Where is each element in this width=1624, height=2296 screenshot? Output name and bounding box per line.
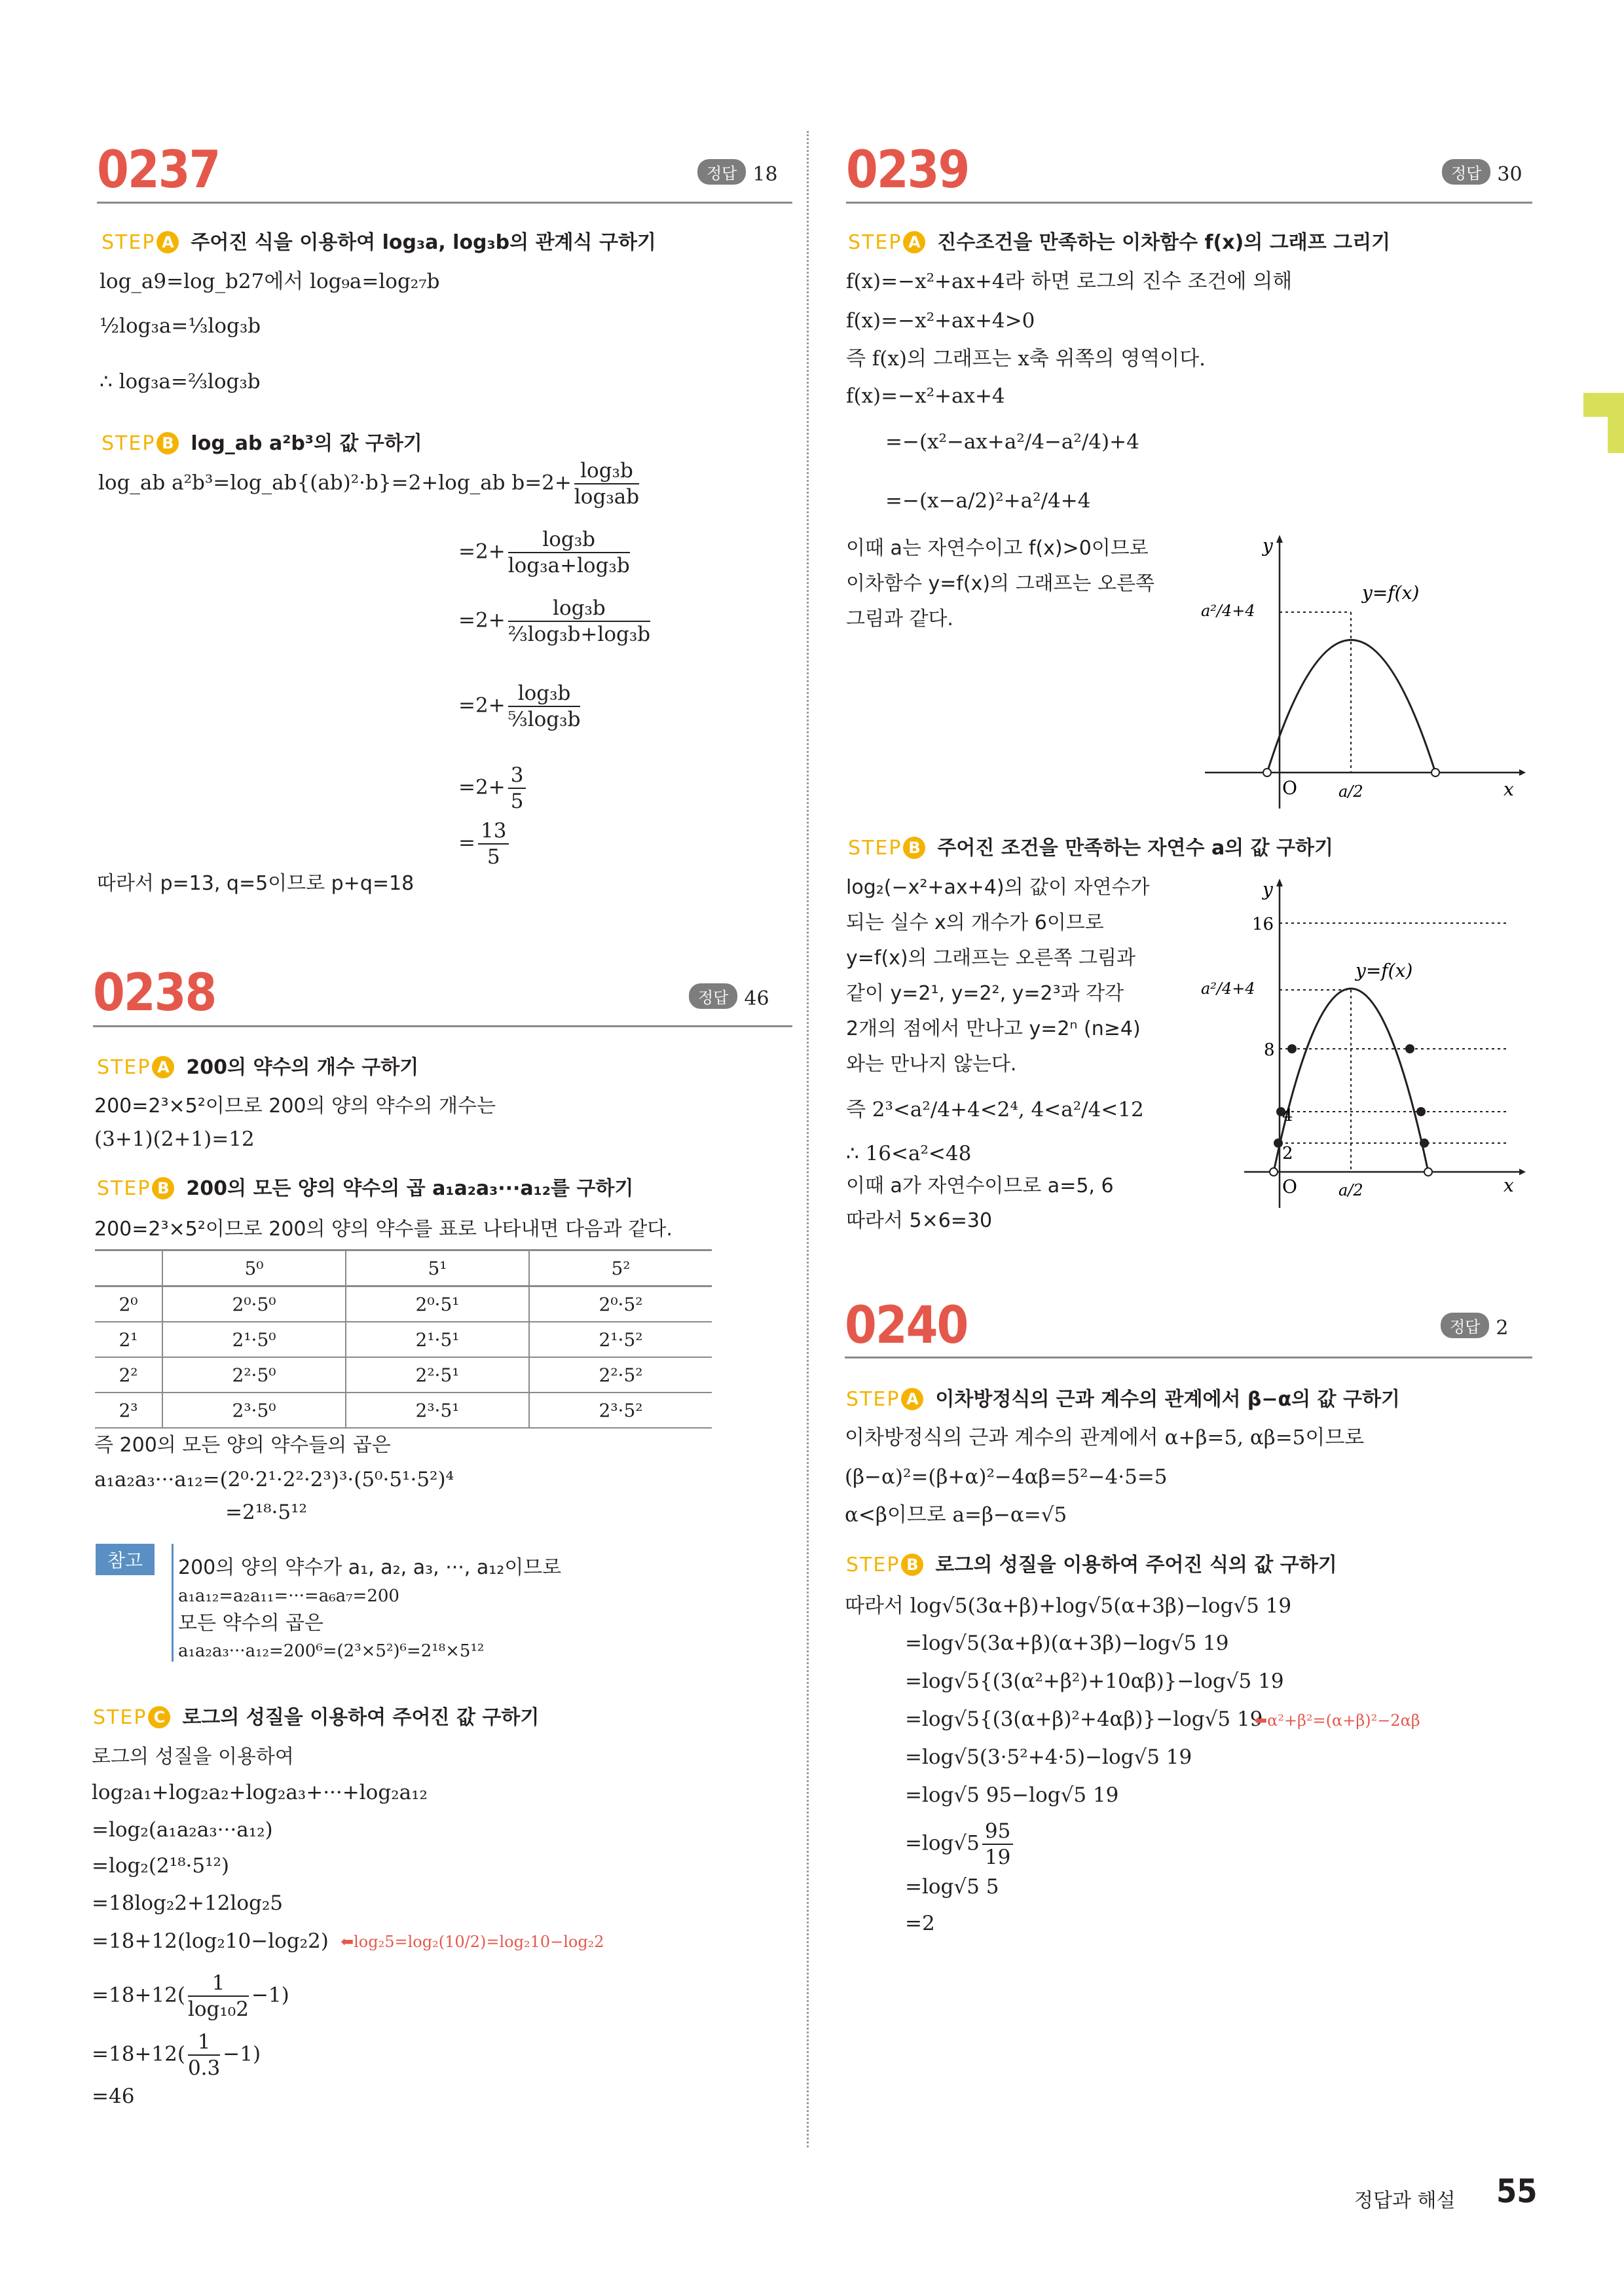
table-cell: 2³·5¹ bbox=[346, 1393, 529, 1428]
table-cell: 2⁰·5² bbox=[529, 1286, 712, 1322]
table-cell: 2²·5⁰ bbox=[162, 1357, 346, 1393]
side-note: ⬅log₂5=log₂(10/2)=log₂10−log₂2 bbox=[341, 1933, 604, 1951]
solution-line: 즉 f(x)의 그래프는 x축 위쪽의 영역이다. bbox=[846, 347, 1206, 371]
table-header-cell: 5⁰ bbox=[162, 1250, 346, 1286]
top-value-label: a²/4+4 bbox=[1201, 602, 1255, 620]
vertex-x-label: a/2 bbox=[1338, 1181, 1363, 1199]
top-value-label: a²/4+4 bbox=[1201, 979, 1255, 998]
table-cell: 2⁰·5⁰ bbox=[162, 1286, 346, 1322]
solution-line: =−(x²−ax+a²/4−a²/4)+4 bbox=[885, 430, 1139, 454]
solution-line: log₂(−x²+ax+4)의 값이 자연수가 bbox=[846, 876, 1150, 899]
solution-line: 2개의 점에서 만나고 y=2ⁿ (n≥4) bbox=[846, 1017, 1141, 1040]
reference-note-line: a₁a₁₂=a₂a₁₁=···=a₆a₇=200 bbox=[178, 1586, 399, 1606]
step-b-heading: STEP B log_ab a²b³의 값 구하기 bbox=[101, 432, 422, 455]
header-rule bbox=[97, 202, 792, 204]
step-a-heading: STEP A 주어진 식을 이용하여 log₃a, log₃b의 관계식 구하기 bbox=[101, 231, 656, 254]
step-a-heading: STEP A 진수조건을 만족하는 이차함수 f(x)의 그래프 그리기 bbox=[848, 231, 1391, 254]
conclusion-line: 따라서 p=13, q=5이므로 p+q=18 bbox=[97, 872, 415, 895]
table-cell: 2¹·5¹ bbox=[346, 1322, 529, 1357]
solution-line: ∴ 16<a²<48 bbox=[846, 1142, 972, 1165]
solution-line: y=f(x)의 그래프는 오른쪽 그림과 bbox=[846, 947, 1136, 970]
solution-line: 따라서 5×6=30 bbox=[846, 1209, 993, 1232]
y-tick-label: 16 bbox=[1252, 915, 1274, 934]
solution-line: f(x)=−x²+ax+4 bbox=[846, 384, 1005, 408]
solution-line: 따라서 log√5(3α+β)+log√5(α+3β)−log√5 19 bbox=[845, 1594, 1292, 1618]
x-axis-label: x bbox=[1504, 778, 1514, 800]
row-header-cell: 2¹ bbox=[95, 1322, 162, 1357]
divisor-table bbox=[95, 1249, 712, 1429]
problem-number: 0239 bbox=[846, 141, 969, 200]
reference-note-line: 모든 약수의 곱은 bbox=[178, 1612, 323, 1635]
solution-line: =2+ $\frac{\text{log₃b}}{\text{log₃a+log₃b}}$ bbox=[458, 528, 630, 577]
y-axis-label: y bbox=[1263, 535, 1273, 556]
side-tab-marker bbox=[1583, 393, 1624, 453]
table-header-row bbox=[95, 1250, 712, 1286]
solution-line: =2 bbox=[905, 1912, 935, 1935]
solution-line: 로그의 성질을 이용하여 bbox=[92, 1745, 294, 1768]
table-row bbox=[95, 1286, 712, 1322]
solution-line: 이때 a는 자연수이고 f(x)>0이므로 bbox=[846, 537, 1149, 560]
row-header-cell: 2⁰ bbox=[95, 1286, 162, 1322]
y-tick-label: 8 bbox=[1264, 1040, 1275, 1060]
row-header-cell: 2² bbox=[95, 1357, 162, 1393]
parabola-graph-1 bbox=[1198, 534, 1526, 822]
reference-note-line: 200의 양의 약수가 a₁, a₂, a₃, ···, a₁₂이므로 bbox=[178, 1556, 562, 1579]
solution-line: =18+12( $\frac{1}{0.3}$ −1) bbox=[92, 2030, 261, 2080]
origin-label: O bbox=[1282, 1176, 1297, 1197]
answer-label: 정답 bbox=[697, 159, 746, 185]
table-row bbox=[95, 1357, 712, 1393]
solution-line: log₂a₁+log₂a₂+log₂a₃+···+log₂a₁₂ bbox=[92, 1781, 428, 1804]
solution-line: =2¹⁸·5¹² bbox=[225, 1501, 307, 1524]
answer-value: 46 bbox=[744, 987, 769, 1010]
solution-line: 같이 y=2¹, y=2², y=2³과 각각 bbox=[846, 982, 1124, 1005]
solution-line: =log√5 95−log√5 19 bbox=[905, 1783, 1119, 1807]
table-cell: 2³·5⁰ bbox=[162, 1393, 346, 1428]
solution-line: ½log₃a=⅓log₃b bbox=[100, 314, 261, 338]
header-rule bbox=[846, 202, 1532, 204]
vertex-x-label: a/2 bbox=[1338, 782, 1363, 801]
solution-line: 즉 2³<a²/4+4<2⁴, 4<a²/4<12 bbox=[846, 1098, 1144, 1121]
solution-line: =18log₂2+12log₂5 bbox=[92, 1891, 283, 1915]
page-number: 55 bbox=[1496, 2172, 1538, 2210]
y-tick-label: 2 bbox=[1282, 1144, 1293, 1163]
solution-line: =log₂(2¹⁸·5¹²) bbox=[92, 1854, 230, 1878]
solution-line: =2+ $\frac{\text{log₃b}}{\text{⁵⁄₃log₃b}}$ bbox=[458, 682, 581, 731]
reference-note-label: 참고 bbox=[96, 1544, 155, 1575]
table-header-cell: 5¹ bbox=[346, 1250, 529, 1286]
answer-box bbox=[1442, 159, 1522, 186]
solution-line: (3+1)(2+1)=12 bbox=[94, 1127, 255, 1151]
parabola-graph-2 bbox=[1198, 877, 1526, 1231]
table-cell: 2⁰·5¹ bbox=[346, 1286, 529, 1322]
solution-line: f(x)=−x²+ax+4>0 bbox=[846, 309, 1035, 333]
header-rule bbox=[93, 1025, 792, 1027]
solution-line: a₁a₂a₃···a₁₂=(2⁰·2¹·2²·2³)³·(5⁰·5¹·5²)⁴ bbox=[94, 1468, 454, 1491]
step-b-heading: STEP B 주어진 조건을 만족하는 자연수 a의 값 구하기 bbox=[848, 837, 1333, 860]
solution-line: =18+12(log₂10−log₂2) bbox=[92, 1929, 329, 1953]
solution-line: =2+ $\frac{3}{5}$ bbox=[458, 763, 528, 814]
solution-line: =log√5{(3(α+β)²+4αβ)}−log√5 19 bbox=[905, 1707, 1263, 1731]
step-b-heading: STEP B 200의 모든 양의 약수의 곱 a₁a₂a₃···a₁₂를 구하기 bbox=[97, 1177, 634, 1200]
side-note: ⬅α²+β²=(α+β)²−2αβ bbox=[1254, 1711, 1420, 1730]
solution-line: log_a9=log_b27에서 log₉a=log₂₇b bbox=[100, 270, 440, 293]
answer-value: 18 bbox=[752, 163, 778, 186]
table-row bbox=[95, 1393, 712, 1428]
header-rule bbox=[845, 1357, 1532, 1358]
solution-line: = $\frac{13}{5}$ bbox=[458, 818, 511, 869]
solution-line: =log₂(a₁a₂a₃···a₁₂) bbox=[92, 1818, 273, 1842]
table-cell: 2²·5¹ bbox=[346, 1357, 529, 1393]
solution-line: =46 bbox=[92, 2085, 135, 2108]
step-b-heading: STEP B 로그의 성질을 이용하여 주어진 식의 값 구하기 bbox=[846, 1554, 1337, 1576]
solution-line: 되는 실수 x의 개수가 6이므로 bbox=[846, 911, 1104, 934]
step-a-heading: STEP A 200의 약수의 개수 구하기 bbox=[97, 1056, 419, 1079]
answer-box bbox=[689, 983, 769, 1010]
problem-number: 0238 bbox=[93, 964, 216, 1023]
step-a-heading: STEP A 이차방정식의 근과 계수의 관계에서 β−α의 값 구하기 bbox=[846, 1388, 1400, 1411]
solution-line: 와는 만나지 않는다. bbox=[846, 1053, 1017, 1076]
solution-line: 200=2³×5²이므로 200의 양의 약수의 개수는 bbox=[94, 1095, 496, 1118]
x-axis-label: x bbox=[1504, 1175, 1514, 1196]
curve-label: y=f(x) bbox=[1362, 582, 1420, 604]
solution-line: =log√5{(3(α²+β²)+10αβ)}−log√5 19 bbox=[905, 1669, 1284, 1693]
solution-line: =log√5 $\frac{95}{19}$ bbox=[905, 1819, 1016, 1870]
table-cell: 2¹·5⁰ bbox=[162, 1322, 346, 1357]
solution-line: 200=2³×5²이므로 200의 양의 약수를 표로 나타내면 다음과 같다. bbox=[94, 1218, 673, 1241]
answer-label: 정답 bbox=[1442, 159, 1490, 185]
table-header-cell: 5² bbox=[529, 1250, 712, 1286]
left-column bbox=[85, 0, 792, 2296]
right-column bbox=[845, 0, 1532, 2296]
solution-line: =2+ $\frac{\text{log₃b}}{\text{⅔log₃b+log₃b}}$ bbox=[458, 596, 651, 646]
step-c-heading: STEP C 로그의 성질을 이용하여 주어진 값 구하기 bbox=[93, 1706, 540, 1729]
answer-box bbox=[697, 159, 778, 186]
y-tick-label: 4 bbox=[1282, 1106, 1293, 1125]
answer-label: 정답 bbox=[689, 983, 737, 1009]
column-divider bbox=[807, 131, 809, 2147]
table-row bbox=[95, 1322, 712, 1357]
reference-note-line: a₁a₂a₃···a₁₂=200⁶=(2³×5²)⁶=2¹⁸×5¹² bbox=[178, 1641, 485, 1661]
solution-line: α<β이므로 a=β−α=√5 bbox=[845, 1503, 1067, 1527]
answer-label: 정답 bbox=[1441, 1313, 1489, 1338]
solution-line: (β−α)²=(β+α)²−4αβ=5²−4·5=5 bbox=[845, 1465, 1168, 1489]
y-axis-label: y bbox=[1263, 879, 1273, 900]
solution-line: 즉 200의 모든 양의 약수들의 곱은 bbox=[94, 1434, 391, 1457]
reference-note-bar bbox=[172, 1544, 174, 1662]
footer-section-label: 정답과 해설 bbox=[1354, 2189, 1456, 2212]
problem-number: 0240 bbox=[845, 1296, 968, 1355]
answer-value: 30 bbox=[1497, 163, 1522, 186]
row-header-cell: 2³ bbox=[95, 1393, 162, 1428]
table-cell: 2¹·5² bbox=[529, 1322, 712, 1357]
solution-line: =log√5(3·5²+4·5)−log√5 19 bbox=[905, 1745, 1192, 1769]
solution-line: =log√5(3α+β)(α+3β)−log√5 19 bbox=[905, 1631, 1229, 1655]
solution-line: f(x)=−x²+ax+4라 하면 로그의 진수 조건에 의해 bbox=[846, 270, 1293, 293]
origin-label: O bbox=[1282, 777, 1297, 799]
solution-line: =log√5 5 bbox=[905, 1875, 999, 1899]
solution-line: =−(x−a/2)²+a²/4+4 bbox=[885, 489, 1091, 513]
answer-value: 2 bbox=[1496, 1317, 1509, 1339]
solution-line: 이차함수 y=f(x)의 그래프는 오른쪽 bbox=[846, 572, 1154, 595]
solution-line: log_ab a²b³=log_ab{(ab)²·b}=2+log_ab b=2+ $\frac{\text{log₃b}}{\text{log₃ab}}$ bbox=[98, 459, 640, 509]
answer-box bbox=[1441, 1313, 1508, 1339]
solution-line: ∴ log₃a=⅔log₃b bbox=[100, 370, 261, 393]
curve-label: y=f(x) bbox=[1356, 960, 1413, 981]
solution-line: 이때 a가 자연수이므로 a=5, 6 bbox=[846, 1175, 1114, 1197]
solution-line: 그림과 같다. bbox=[846, 608, 953, 630]
table-cell: 2³·5² bbox=[529, 1393, 712, 1428]
solution-line: =18+12( $\frac{1}{\text{log₁₀2}}$ −1) bbox=[92, 1971, 289, 2021]
solution-line: 이차방정식의 근과 계수의 관계에서 α+β=5, αβ=5이므로 bbox=[845, 1426, 1365, 1449]
table-cell: 2²·5² bbox=[529, 1357, 712, 1393]
problem-number: 0237 bbox=[97, 141, 220, 200]
